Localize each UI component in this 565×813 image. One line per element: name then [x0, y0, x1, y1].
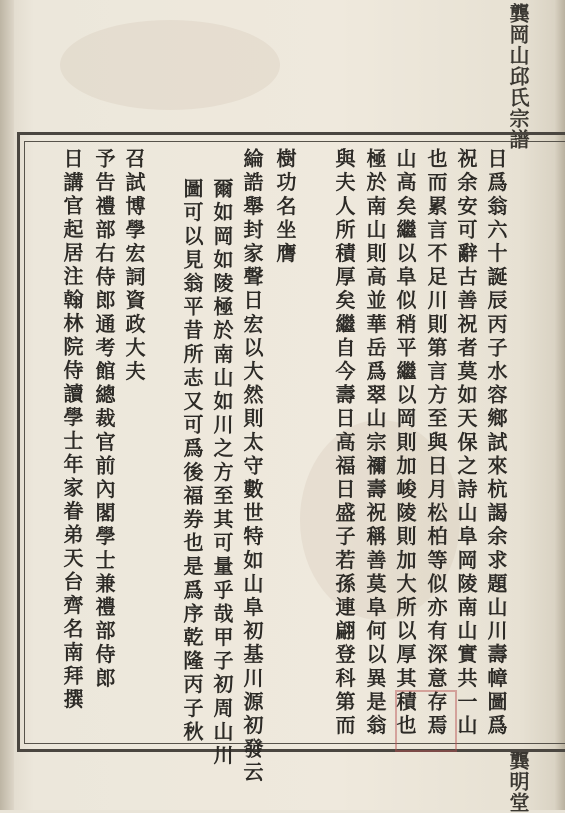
text-column-5: 極於南山則高並華岳爲翠山宗禰壽祝稱善莫阜何以異是翁: [363, 148, 387, 738]
text-column-4: 山高矣繼以阜似稍平繼以岡則加峻陵則加大所以厚其積也: [393, 148, 417, 738]
text-column-6: 與夫人所積厚矣繼自今壽日高福日盛子若孫連翩登科第而: [332, 148, 356, 738]
text-column-12: 予告禮部右侍郎通考館總裁官前內閣學士兼禮部侍郎: [92, 148, 116, 691]
paper-stain: [60, 20, 280, 110]
genealogy-title: 龔岡山邱氏宗譜: [506, 3, 530, 150]
text-column-10: 圖可以見翁平昔所志又可爲後福券也是爲序乾隆丙子秋: [180, 178, 204, 745]
text-column-7: 樹功名坐膺: [273, 148, 297, 266]
text-column-8: 綸誥舉封家聲日宏以大然則太守數世特如山阜初基川源初發云: [240, 148, 264, 786]
text-column-11: 召試博學宏詞資政大夫: [122, 148, 146, 384]
text-column-3: 也而累言不足川則第言方至與日月松柏等似亦有深意存焉: [424, 148, 448, 738]
red-seal-stamp: [395, 690, 457, 752]
text-column-13: 日講官起居注翰林院侍讀學士年家眷弟天台齊名南拜撰: [60, 148, 84, 712]
book-spine-shadow: [0, 0, 14, 810]
text-column-9: 爾如岡如陵極於南山如川之方至其可量乎哉甲子初周山川: [210, 178, 234, 768]
text-column-1: 日爲翁六十誕辰丙子水容鄉試來杭謁余求題山川壽幛圖爲: [484, 148, 508, 738]
hall-name: 龔明堂: [506, 750, 530, 813]
text-column-2: 祝余安可辭古善祝者莫如天保之詩山阜岡陵南山實共一山: [454, 148, 478, 738]
